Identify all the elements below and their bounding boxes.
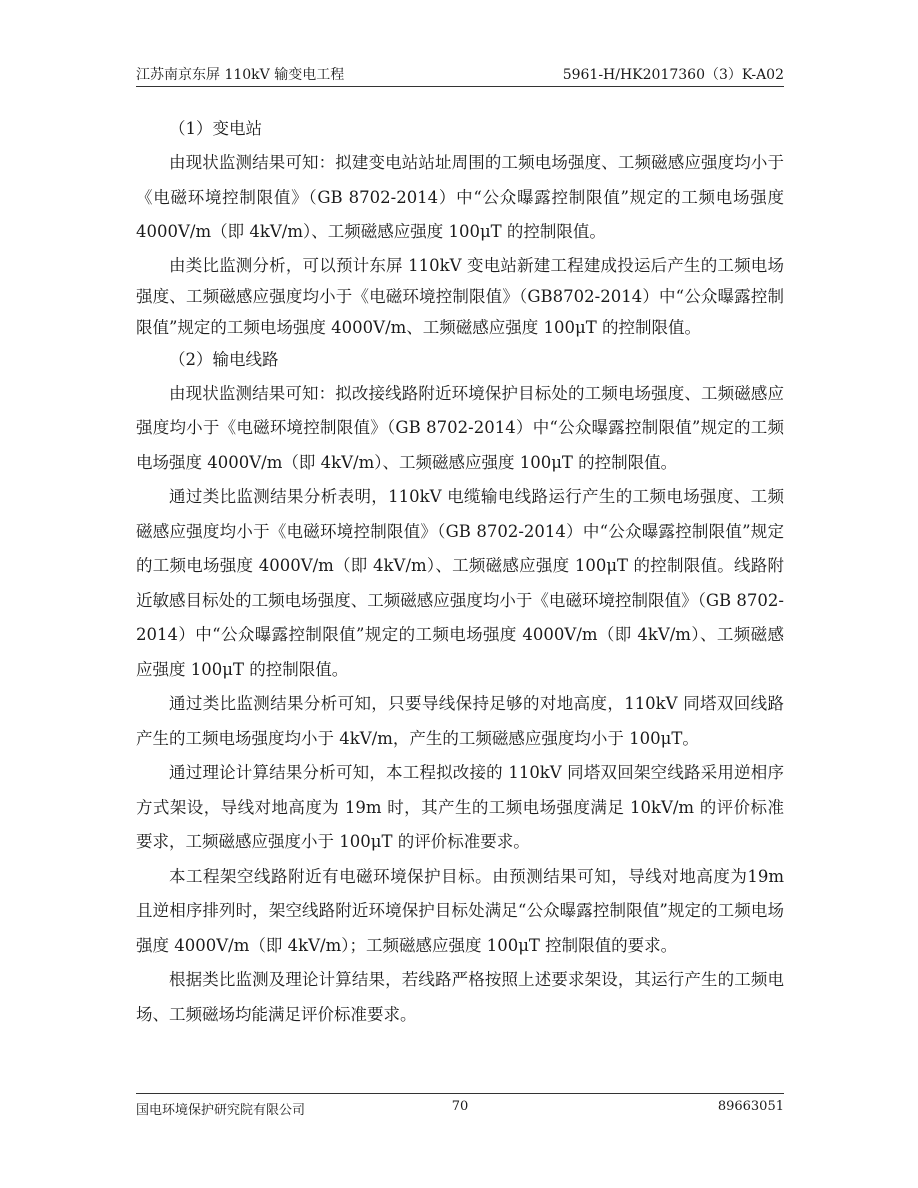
paragraph-cable-analog-monitoring: 通过类比监测结果分析表明，110kV 电缆输电线路运行产生的工频电场强度、工频磁感应强度均小于《电磁环境控制限值》（GB 8702-2014）中“公众曝露控制限值”规定的工频电场强度 4000V/m（即 4kV/m）、工频磁感应强度 100μT 的控制限值。线路附近敏感目标处的工频电场强度、工频磁感应强度均小于《电磁环境控制限值》（GB 8702-2014）中“公众曝露控制限值”规定的工频电场强度 4000V/m（即 4kV/m）、工频磁感应强度 100μT 的控制限值。 xyxy=(136,487,784,679)
paragraph-conclusion: 根据类比监测及理论计算结果，若线路严格按照上述要求架设，其运行产生的工频电场、工频磁场均能满足评价标准要求。 xyxy=(136,970,784,1024)
document-body xyxy=(136,112,784,1032)
paragraph-double-circuit-analog: 通过类比监测结果分析可知，只要导线保持足够的对地高度，110kV 同塔双回线路产生的工频电场强度均小于 4kV/m，产生的工频磁感应强度均小于 100μT。 xyxy=(136,694,784,748)
footer-phone: 89663051 xyxy=(717,1099,784,1114)
header-project-title: 江苏南京东屏 110kV 输变电工程 xyxy=(136,67,345,83)
page-header xyxy=(136,62,784,87)
paragraph-substation-current-monitoring: 由现状监测结果可知：拟建变电站站址周围的工频电场强度、工频磁感应强度均小于《电磁环境控制限值》（GB 8702-2014）中“公众曝露控制限值”规定的工频电场强度 4000V/m（即 4kV/m）、工频磁感应强度 100μT 的控制限值。 xyxy=(136,153,784,241)
paragraph-line-current-monitoring: 由现状监测结果可知：拟改接线路附近环境保护目标处的工频电场强度、工频磁感应强度均小于《电磁环境控制限值》（GB 8702-2014）中“公众曝露控制限值”规定的工频电场强度 4000V/m（即 4kV/m）、工频磁感应强度 100μT 的控制限值。 xyxy=(136,383,784,472)
header-document-code: 5961-H/HK2017360（3）K-A02 xyxy=(562,67,784,83)
paragraph-protection-targets: 本工程架空线路附近有电磁环境保护目标。由预测结果可知，导线对地高度为19m 且逆相序排列时，架空线路附近环境保护目标处满足“公众曝露控制限值”规定的工频电场强度 4000V/m（即 4kV/m）；工频磁感应强度 100μT 控制限值的要求。 xyxy=(136,866,784,955)
paragraph-theoretical-calculation: 通过理论计算结果分析可知，本工程拟改接的 110kV 同塔双回架空线路采用逆相序方式架设，导线对地高度为 19m 时，其产生的工频电场强度满足 10kV/m 的评价标准要求，工频磁感应强度小于 100μT 的评价标准要求。 xyxy=(136,763,784,851)
footer-page-number: 70 xyxy=(451,1099,469,1114)
footer-organization: 国电环境保护研究院有限公司 xyxy=(136,1103,306,1118)
paragraph-substation-analog-monitoring: 由类比监测分析，可以预计东屏 110kV 变电站新建工程建成投运后产生的工频电场强度、工频磁感应强度均小于《电磁环境控制限值》（GB8702-2014）中“公众曝露控制限值”规定的工频电场强度 4000V/m、工频磁感应强度 100μT 的控制限值。 xyxy=(136,255,784,337)
section-heading-transmission-line: （2）输电线路 xyxy=(169,349,279,369)
section-heading-substation: （1）变电站 xyxy=(169,119,262,138)
page-footer xyxy=(136,1093,784,1118)
